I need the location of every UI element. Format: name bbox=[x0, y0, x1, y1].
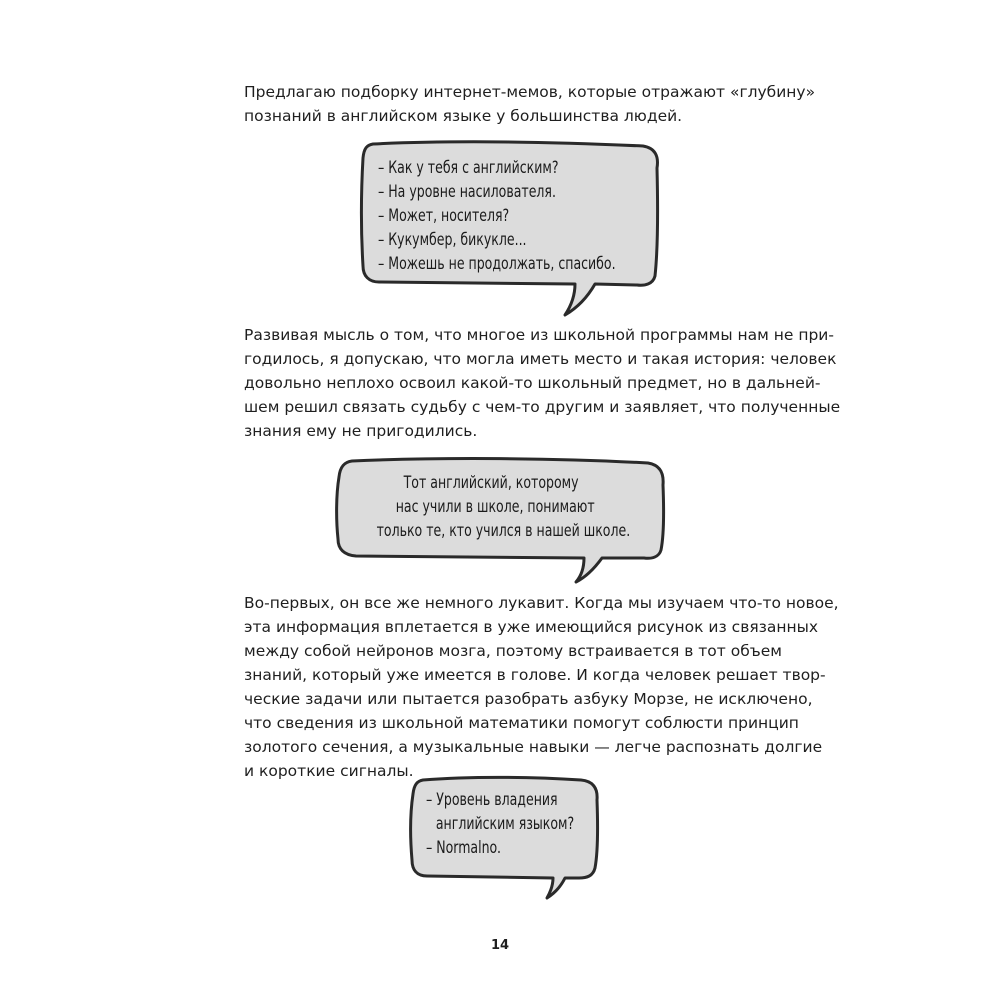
paragraph-line: знаний, который уже имеется в голове. И когда человек решает твор- bbox=[244, 666, 826, 684]
bubble-line: английским языком? bbox=[435, 814, 575, 834]
speech-bubble-1-text bbox=[378, 156, 616, 276]
page-number: 14 bbox=[490, 938, 510, 953]
bubble-line: – Может, носителя? bbox=[378, 206, 510, 226]
intro-line: Предлагаю подборку интернет-мемов, которые отражают «глубину» bbox=[244, 83, 816, 101]
paragraph-line: эта информация вплетается в уже имеющийся рисунок из связанных bbox=[244, 618, 819, 636]
paragraph-line: золотого сечения, а музыкальные навыки — легче распознать долгие bbox=[244, 738, 823, 756]
paragraph-line: между собой нейронов мозга, поэтому встраивается в тот объем bbox=[244, 642, 782, 660]
intro-paragraph bbox=[244, 80, 816, 128]
bubble-line: – Можешь не продолжать, спасибо. bbox=[378, 254, 616, 274]
bubble-line: – Уровень владения bbox=[426, 790, 558, 810]
paragraph-line: довольно неплохо освоил какой-то школьный предмет, но в дальней- bbox=[244, 374, 821, 392]
paragraph-line: и короткие сигналы. bbox=[244, 762, 414, 780]
speech-bubble-2-text bbox=[352, 471, 630, 543]
paragraph-line: шем решил связать судьбу с чем-то другим и заявляет, что полученные bbox=[244, 398, 841, 416]
bubble-line: – Normalno. bbox=[426, 838, 501, 858]
paragraph-line: годилось, я допускаю, что могла иметь место и такая история: человек bbox=[244, 350, 837, 368]
intro-line: познаний в английском языке у большинства людей. bbox=[244, 107, 683, 125]
body-paragraph-2 bbox=[244, 323, 841, 443]
bubble-line: Тот английский, которому bbox=[403, 473, 579, 493]
bubble-line: нас учили в школе, понимают bbox=[395, 497, 595, 517]
paragraph-line: Во-первых, он все же немного лукавит. Когда мы изучаем что-то новое, bbox=[244, 594, 839, 612]
paragraph-line: что сведения из школьной математики помогут соблюсти принцип bbox=[244, 714, 799, 732]
body-paragraph-3 bbox=[244, 591, 839, 783]
bubble-line: только те, кто учился в нашей школе. bbox=[376, 521, 631, 541]
paragraph-line: Развивая мысль о том, что многое из школьной программы нам не при- bbox=[244, 326, 834, 344]
bubble-line: – Кукумбер, бикукле... bbox=[378, 230, 527, 250]
speech-bubble-3-text bbox=[426, 788, 574, 860]
paragraph-line: знания ему не пригодились. bbox=[244, 422, 478, 440]
paragraph-line: ческие задачи или пытается разобрать азбуку Морзе, не исключено, bbox=[244, 690, 813, 708]
bubble-line: – Как у тебя с английским? bbox=[378, 158, 559, 178]
bubble-line: – На уровне насилователя. bbox=[378, 182, 556, 202]
